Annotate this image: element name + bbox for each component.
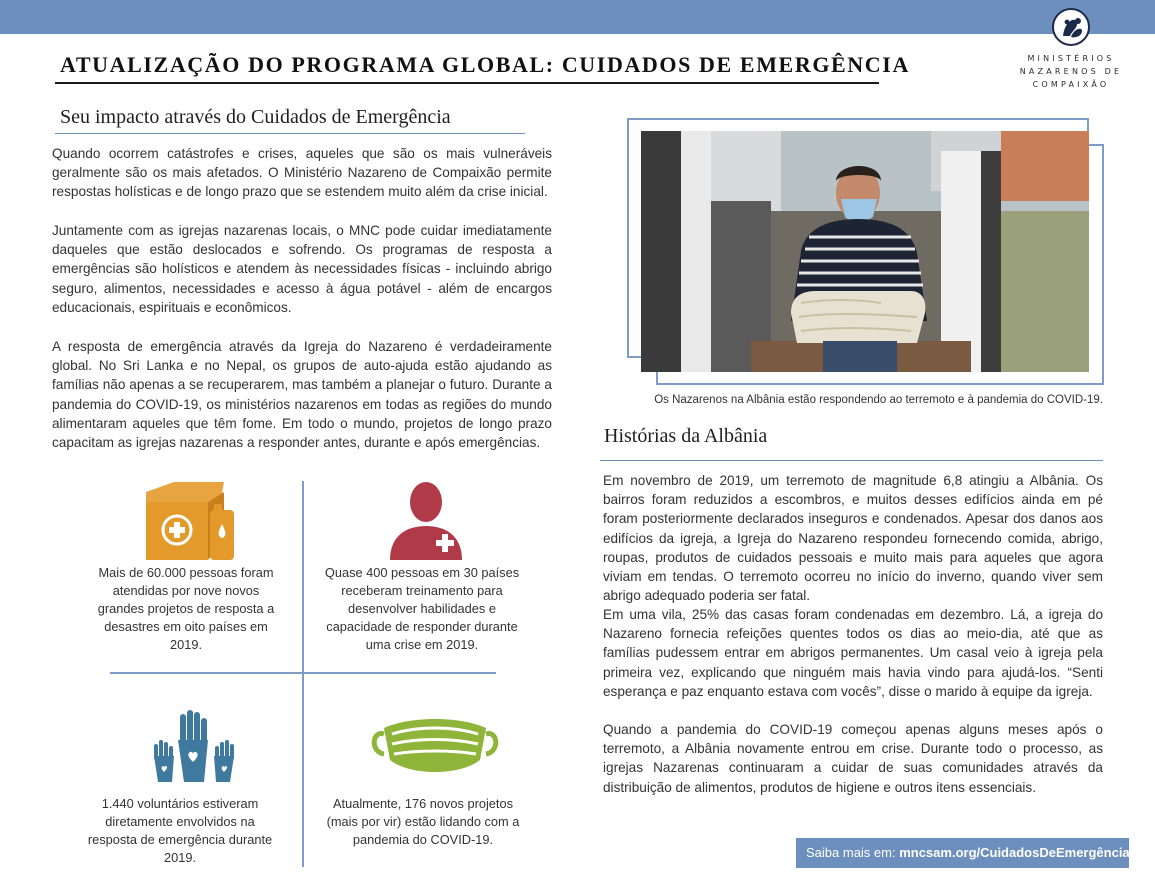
albania-heading: Histórias da Albânia [604,425,768,447]
relief-worker-photo [641,131,1089,372]
impact-paragraph-1: Quando ocorrem catástrofes e crises, aqueles que são os mais vulneráveis geralmente são os mais afetados. O Ministério Nazareno de Compaixão permite respostas holísticas e de longo prazo que se estendem muito além da crise inicial. [52,146,552,200]
medic-person-icon [388,480,468,567]
impact-heading-rule [55,133,525,134]
impact-paragraph-2: Juntamente com as igrejas nazarenas locais, o MNC pode cuidar imediatamente daqueles que estão deslocados e sofrendo. Os programas de resposta a emergências são holísticos e atendem às necessidades físicas - incluindo abrigo seguro, alimentos, necessidades e acesso à água potável - além de encargos educacionais, espirituais e econômicos. [52,223,552,315]
volunteer-hands-icon [152,710,236,789]
impact-heading: Seu impacto através do Cuidados de Emergência [60,106,451,128]
albania-heading-rule [600,460,1103,461]
stat-volunteers: 1.440 voluntários estiveram diretamente envolvidos na resposta de emergência durante 2019. [87,796,273,865]
supply-box-icon [140,480,240,567]
learn-more-prefix: Saiba mais em: [806,845,900,860]
stats-horizontal-divider [110,672,496,674]
impact-paragraph-3: A resposta de emergência através da Igreja do Nazareno é verdadeiramente global. No Sri Lanka e no Nepal, os grupos de auto-ajuda estão ajudando as famílias não apenas a se recuperarem, mas também a planejar o futuro. Durante a pandemia do COVID-19, os ministérios nazarenos em todas as regiões do mundo alimentaram aqueles que têm fome. Em todo o mundo, projetos de longo prazo capacitam as igrejas nazarenas a responder antes, durante e após emergências. [52,339,552,451]
albania-paragraph-2: Em uma vila, 25% das casas foram condenadas em dezembro. Lá, a igreja do Nazareno fornecia refeições quentes todos os dias ao meio-dia, até que as famílias pudessem entrar em abrigos permanentes. Um casal veio à igreja pela primeira vez, explicando que ninguém mais havia vindo para ajudá-los. “Senti esperança e paz enquanto estava com vocês”, disse o marido à equipe da igreja. [603,607,1103,699]
page-title: ATUALIZAÇÃO DO PROGRAMA GLOBAL: CUIDADOS DE EMERGÊNCIA [60,52,910,77]
photo-caption: Os Nazarenos na Albânia estão respondendo ao terremoto e à pandemia do COVID-19. [654,394,1103,406]
stats-vertical-divider [302,481,304,867]
learn-more-banner[interactable] [796,838,1129,868]
logo-line-1: MINISTÉRIOS [1027,54,1115,63]
logo-line-2: NAZARENOS DE [1019,67,1123,76]
face-mask-icon [370,712,500,785]
albania-paragraph-1: Em novembro de 2019, um terremoto de magnitude 6,8 atingiu a Albânia. Os bairros foram reduzidos a escombros, e muitos desses edifícios ainda em pé foram posteriormente declarados inseguros e condenados. Apesar dos danos aos edifícios da igreja, a Igreja do Nazareno respondeu fornecendo comida, abrigo, roupas, produtos de cuidados pessoais e muito mais para aqueles que agora viviam em tendas. O terremoto ocorreu no início do inverno, quando viver sem abrigo adequado poderia ser fatal. [603,473,1103,604]
ministry-logo [1015,8,1127,91]
stat-covid-projects: Atualmente, 176 novos projetos (mais por vir) estão lidando com a pandemia do COVID-19. [326,796,520,847]
compassion-seal-icon [1052,8,1090,46]
title-divider [55,82,879,84]
albania-paragraph-3: Quando a pandemia do COVID-19 começou apenas alguns meses após o terremoto, a Albânia novamente entrou em crise. Durante todo o processo, as igrejas Nazarenas continuaram a cuidar de suas comunidades através da distribuição de alimentos, produtos de higiene e outros itens essenciais. [603,722,1103,795]
stat-people-served: Mais de 60.000 pessoas foram atendidas por nove novos grandes projetos de resposta a desastres em oito países em 2019. [97,565,275,652]
logo-line-3: COMPAIXÃO [1032,80,1110,89]
learn-more-link[interactable]: mncsam.org/CuidadosDeEmergência [899,845,1130,860]
stat-people-trained: Quase 400 pessoas em 30 países receberam treinamento para desenvolver habilidades e capacidade de responder durante uma crise em 2019. [324,565,520,652]
header-band [0,0,1155,34]
